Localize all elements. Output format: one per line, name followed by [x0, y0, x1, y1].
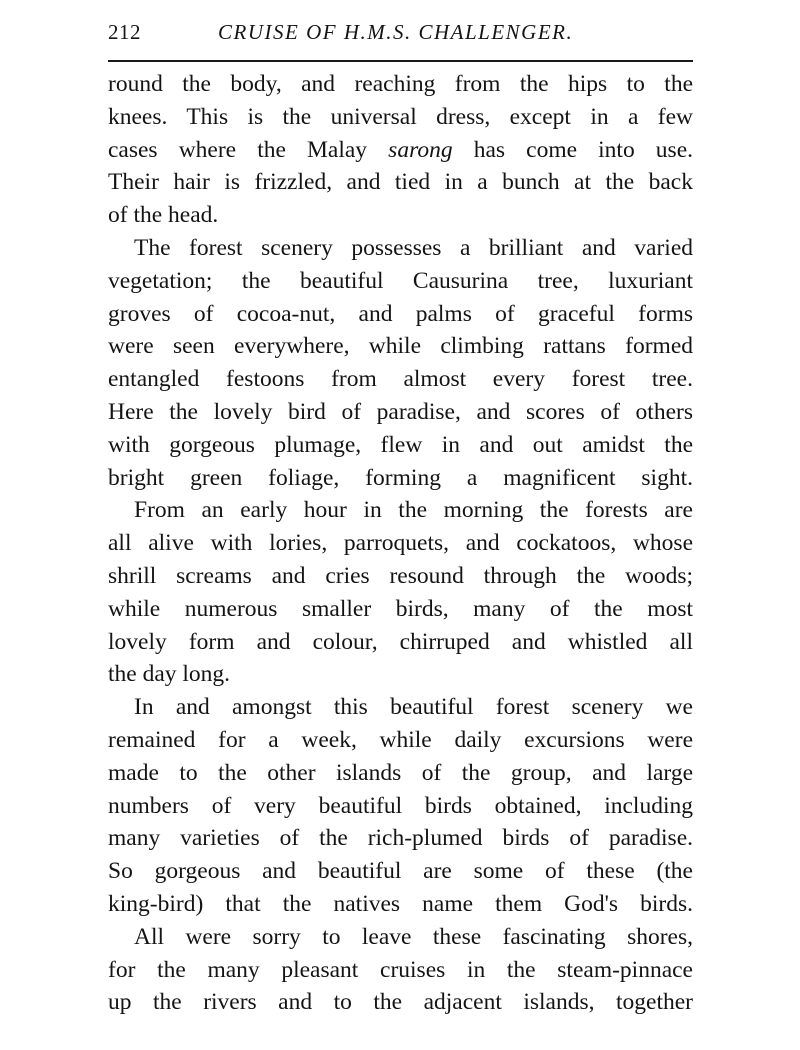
text-line: were seen everywhere, while climbing rattans formed	[108, 333, 693, 360]
paragraph-3	[108, 494, 693, 691]
text-line: All were sorry to leave these fascinating shores,	[134, 923, 693, 950]
text-line: while numerous smaller birds, many of the most	[108, 595, 693, 622]
text-line: In and amongst this beautiful forest scenery we	[134, 694, 693, 721]
text-line: So gorgeous and beautiful are some of these (the	[108, 858, 693, 885]
text-line: for the many pleasant cruises in the steam-pinnace	[108, 956, 693, 983]
page-number: 212	[108, 20, 141, 44]
text-line: many varieties of the rich-plumed birds of paradise.	[108, 825, 693, 852]
body-text	[108, 68, 693, 1019]
text-line: The forest scenery possesses a brilliant and varied	[134, 234, 693, 261]
text-line: entangled festoons from almost every forest tree.	[108, 366, 693, 393]
text-line: all alive with lories, parroquets, and cockatoos, whose	[108, 530, 693, 557]
text-line: groves of cocoa-nut, and palms of graceful forms	[108, 300, 693, 327]
paragraph-5	[108, 921, 693, 1019]
text-line: made to the other islands of the group, and large	[108, 759, 693, 786]
text-segment: cases where the Malay	[108, 136, 368, 163]
text-line: Their hair is frizzled, and tied in a bunch at the back	[108, 169, 693, 196]
paragraph-1	[108, 68, 693, 232]
italic-term-sarong: sarong	[388, 136, 453, 163]
text-line: vegetation; the beautiful Causurina tree, luxuriant	[108, 267, 693, 294]
paragraph-4	[108, 691, 693, 921]
text-line: shrill screams and cries resound through the woods;	[108, 562, 693, 589]
text-line: the day long.	[108, 661, 231, 688]
text-line: remained for a week, while daily excursions were	[108, 726, 693, 753]
text-line: bright green foliage, forming a magnificent sight.	[108, 464, 693, 491]
header-rule	[108, 60, 693, 62]
text-line: up the rivers and to the adjacent islands, together	[108, 989, 693, 1016]
paragraph-2	[108, 232, 693, 494]
text-line: numbers of very beautiful birds obtained, including	[108, 792, 693, 819]
text-line: round the body, and reaching from the hips to the	[108, 71, 693, 97]
text-line: with gorgeous plumage, flew in and out amidst the	[108, 431, 693, 458]
text-segment: has come into use.	[473, 136, 693, 163]
text-line: king-bird) that the natives name them God's birds.	[108, 890, 693, 917]
text-line: knees. This is the universal dress, except in a few	[108, 103, 693, 130]
text-line: lovely form and colour, chirruped and whistled all	[108, 628, 693, 655]
text-line: Here the lovely bird of paradise, and scores of others	[108, 398, 693, 425]
text-line: From an early hour in the morning the forests are	[134, 497, 693, 524]
text-line: of the head.	[108, 202, 219, 229]
text-line	[108, 134, 693, 167]
page-header	[108, 20, 693, 56]
running-title: CRUISE OF H.M.S. CHALLENGER.	[218, 20, 574, 44]
